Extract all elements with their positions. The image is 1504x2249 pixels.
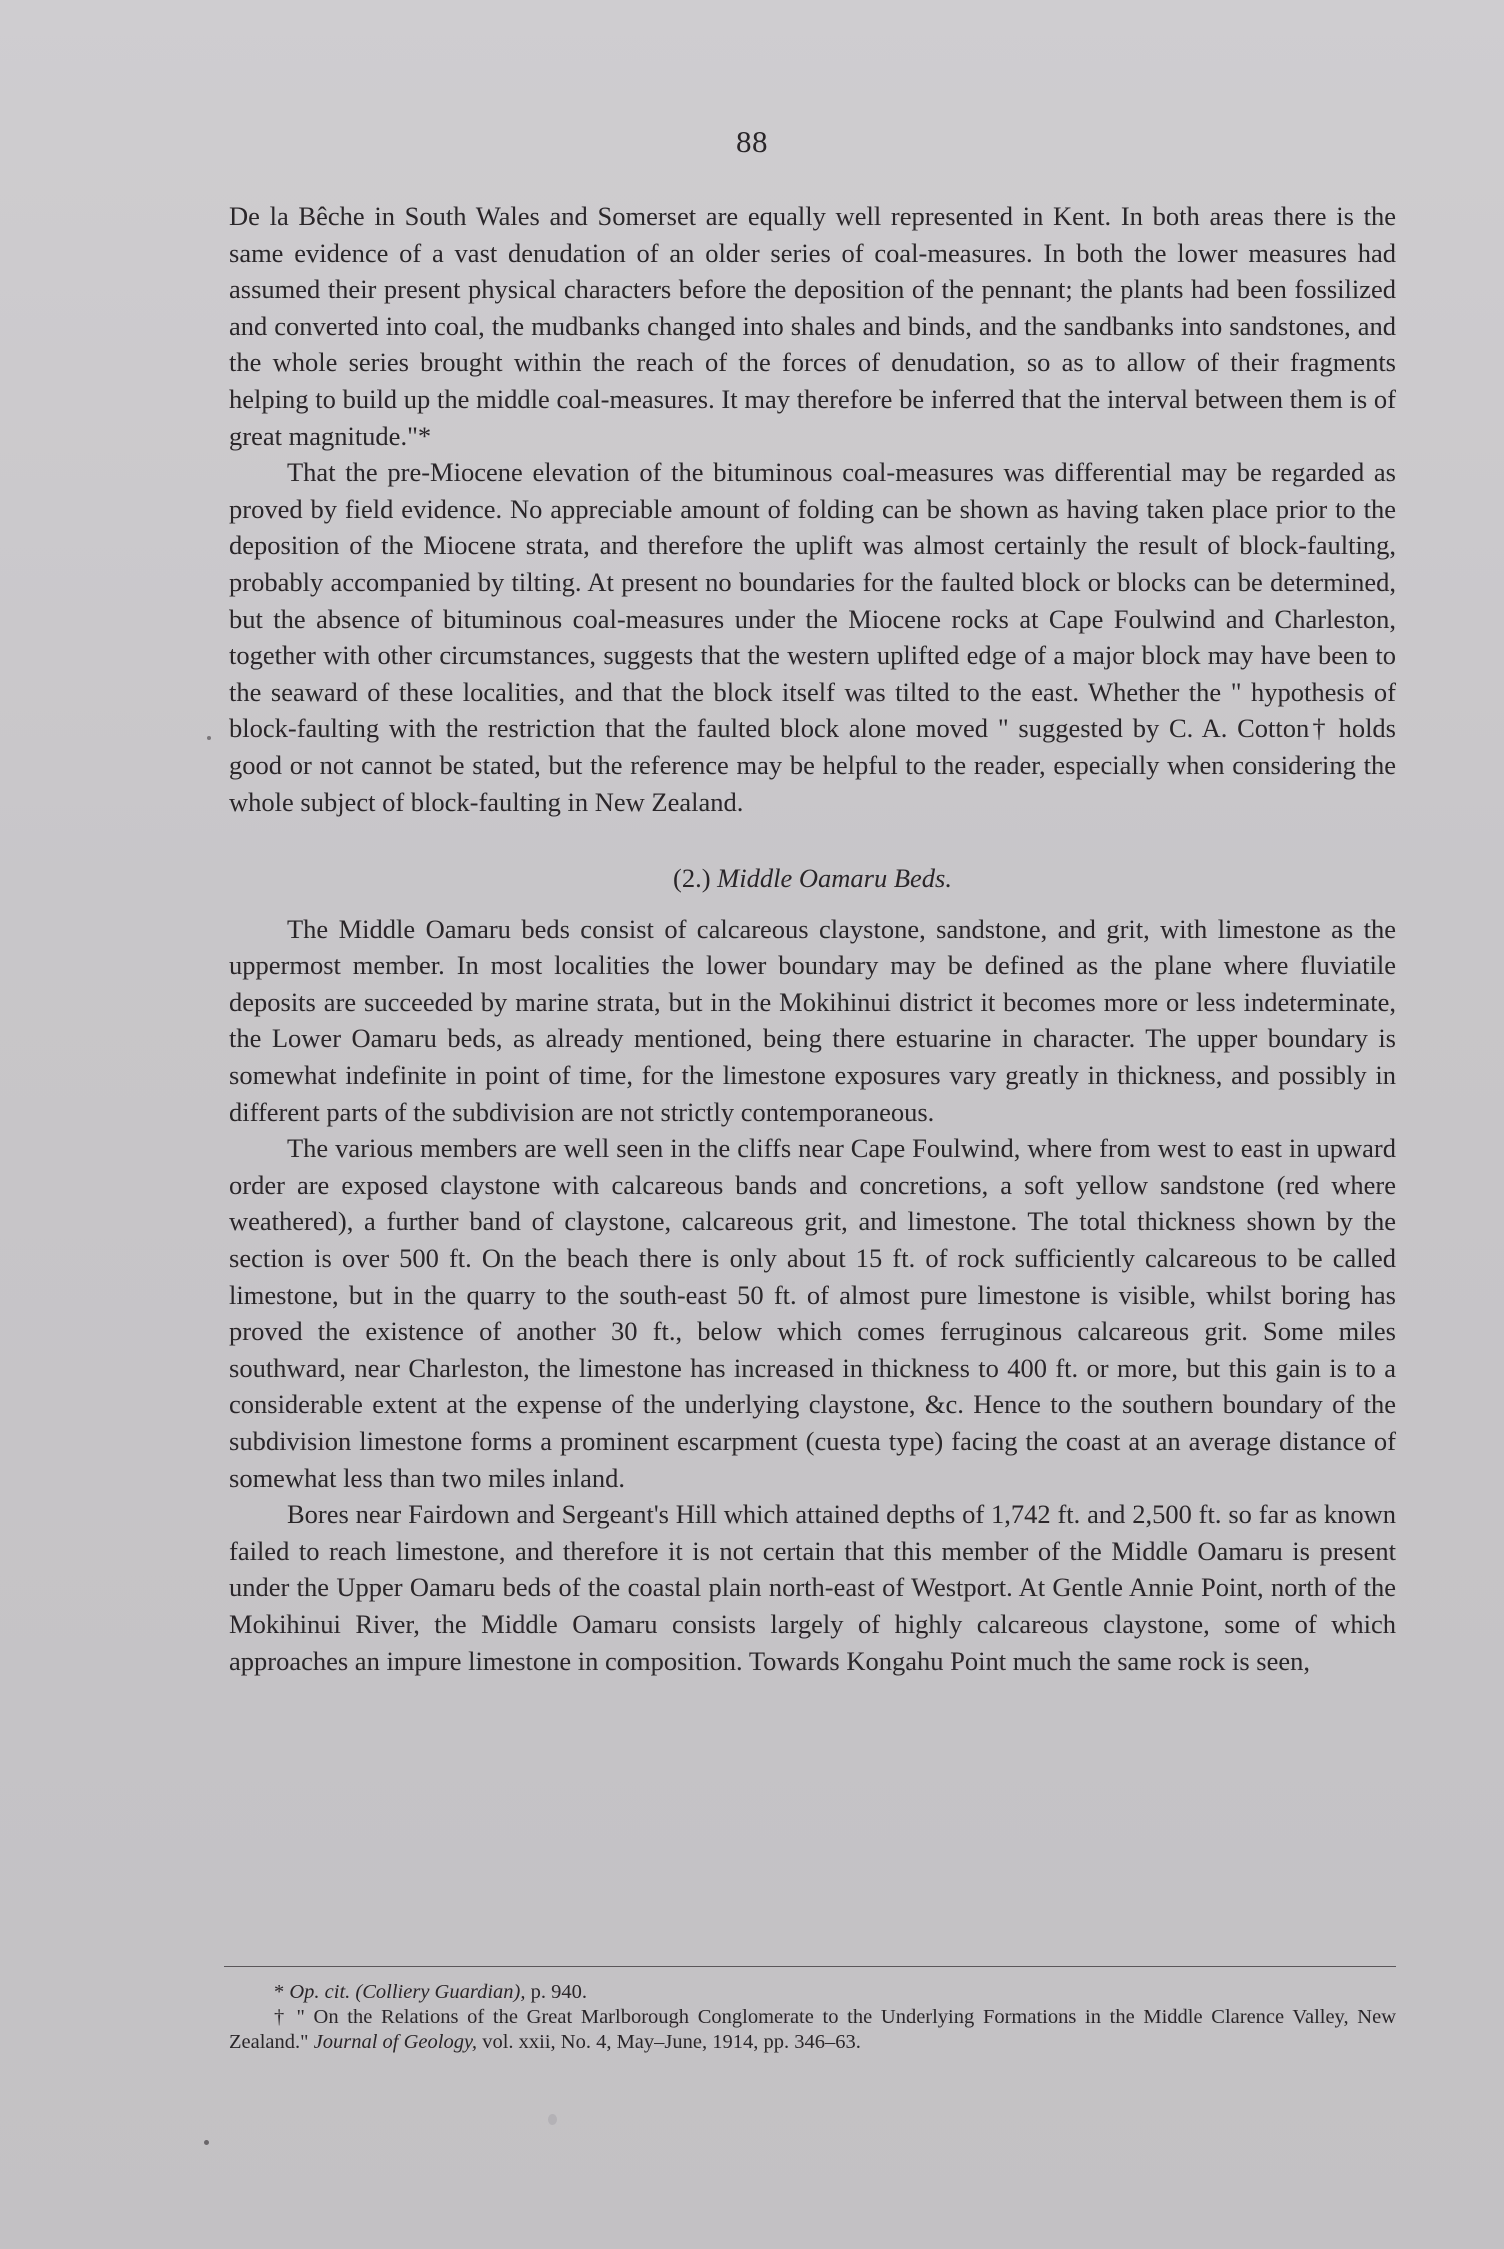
footnote-1	[229, 1980, 1396, 2005]
section-number: (2.)	[673, 863, 711, 894]
footnote-2-journal: Journal of Geology,	[313, 2031, 478, 2053]
footnote-2-details: vol. xxii, No. 4, May–June, 1914, pp. 346–63.	[482, 2031, 861, 2053]
paragraph-quote-continuation: De la Bêche in South Wales and Somerset are equally well represented in Kent. In both areas there is the same evidence of a vast denudation of an older series of coal-measures. In both the lower measures had assumed their present physical characters before the deposition of the pennant; the plants had been fossilized and converted into coal, the mudbanks changed into shales and binds, and the sandbanks into sandstones, and the whole series brought within the reach of the forces of denudation, so as to allow of their fragments helping to build up the middle coal-measures. It may therefore be inferred that the interval between them is of great magnitude."*	[229, 201, 1396, 451]
section-heading	[229, 860, 1396, 897]
page-number: 88	[736, 124, 768, 159]
paragraph-cape-foulwind-members: The various members are well seen in the cliffs near Cape Foulwind, where from west to east in upward order are exposed claystone with calcareous bands and concretions, a soft yellow sandstone (red where weathered), a further band of claystone, calcareous grit, and limestone. The total thickness shown by the section is over 500 ft. On the beach there is only about 15 ft. of rock sufficiently calcareous to be called limestone, but in the quarry to the south-east 50 ft. of almost pure limestone is visible, whilst boring has proved the existence of another 30 ft., below which comes ferruginous calcareous grit. Some miles southward, near Charleston, the limestone has increased in thickness to 400 ft. or more, but this gain is to a considerable extent at the expense of the underlying claystone, &c. Hence to the southern boundary of the subdivision limestone forms a prominent escarpment (cuesta type) facing the coast at an average distance of somewhat less than two miles inland.	[229, 1133, 1396, 1493]
paper-speck	[548, 2114, 557, 2125]
footnote-2	[229, 2005, 1396, 2055]
section-title: Middle Oamaru Beds.	[717, 863, 952, 894]
paragraph-middle-oamaru-beds: The Middle Oamaru beds consist of calcareous claystone, sandstone, and grit, with limestone as the uppermost member. In most localities the lower boundary may be defined as the plane where fluviatile deposits are succeeded by marine strata, but in the Mokihinui district it becomes more or less indeterminate, the Lower Oamaru beds, as already mentioned, being there estuarine in character. The upper boundary is somewhat indefinite in point of time, for the limestone exposures vary greatly in thickness, and possibly in different parts of the subdivision are not strictly contemporaneous.	[229, 913, 1396, 1127]
footnote-2-marker: †	[274, 2006, 288, 2028]
paragraph-bores-fairdown: Bores near Fairdown and Sergeant's Hill which attained depths of 1,742 ft. and 2,500 ft. so far as known failed to reach limestone, and therefore it is not certain that this member of the Middle Oamaru is present under the Upper Oamaru beds of the coastal plain north-east of Westport. At Gentle Annie Point, north of the Mokihinui River, the Middle Oamaru consists largely of highly calcareous claystone, some of which approaches an impure limestone in composition. Towards Kongahu Point much the same rock is seen,	[229, 1499, 1396, 1676]
paper-speck	[204, 2140, 209, 2145]
paper-speck	[207, 736, 211, 740]
body-text	[229, 198, 1396, 1679]
footnote-1-marker: *	[274, 1981, 285, 2003]
footnote-1-citation: Op. cit. (Colliery Guardian),	[289, 1981, 526, 2003]
paragraph-pre-miocene-elevation: That the pre-Miocene elevation of the bituminous coal-measures was differential may be regarded as proved by field evidence. No appreciable amount of folding can be shown as having taken place prior to the deposition of the Miocene strata, and therefore the uplift was almost certainly the result of block-faulting, probably accompanied by tilting. At present no boundaries for the faulted block or blocks can be determined, but the absence of bituminous coal-measures under the Miocene rocks at Cape Foulwind and Charleston, together with other circumstances, suggests that the western uplifted edge of a major block may have been to the seaward of these localities, and that the block itself was tilted to the east. Whether the " hypothesis of block-faulting with the restriction that the faulted block alone moved " suggested by C. A. Cotton† holds good or not cannot be stated, but the reference may be helpful to the reader, especially when considering the whole subject of block-faulting in New Zealand.	[229, 457, 1396, 817]
footnote-2-title: " On the Relations of the Great Marlborough Conglomerate to the Underlying Formations in the Middle Clarence Valley, New Zealand."	[229, 2006, 1396, 2053]
footnotes	[229, 1980, 1396, 2055]
footnote-divider	[224, 1966, 1396, 1967]
footnote-1-page: p. 940.	[530, 1981, 587, 2003]
